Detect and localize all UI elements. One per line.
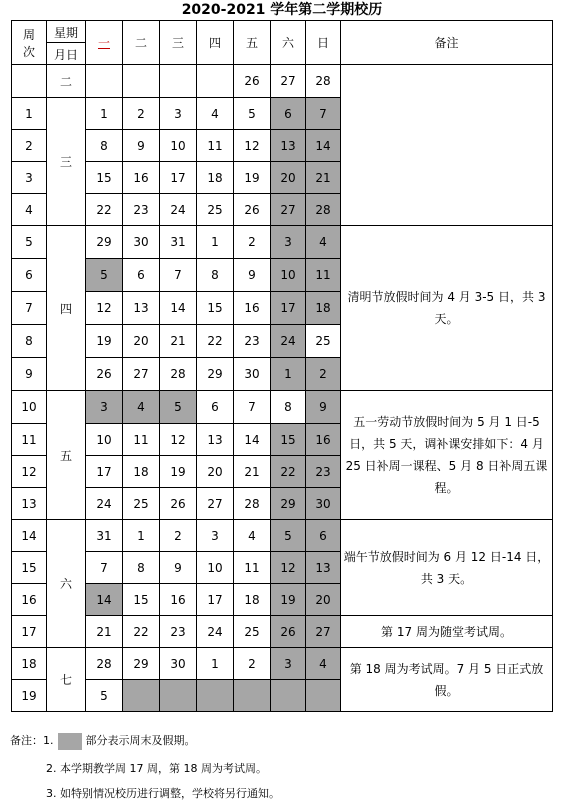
day-cell: 15 <box>197 292 234 325</box>
holiday-legend-swatch <box>58 733 82 750</box>
day-cell: 19 <box>271 584 306 616</box>
day-cell: 6 <box>197 391 234 424</box>
day-cell: 14 <box>306 130 341 162</box>
day-cell: 26 <box>234 194 271 226</box>
day-cell: 14 <box>234 424 271 456</box>
day-cell: 10 <box>86 424 123 456</box>
week-row <box>12 520 553 552</box>
day-cell: 27 <box>197 488 234 520</box>
day-cell: 16 <box>160 584 197 616</box>
week-number-header: 周 次 <box>12 21 47 65</box>
week-number: 1 <box>12 98 47 130</box>
day-cell: 2 <box>306 358 341 391</box>
school-calendar-table <box>11 20 553 712</box>
month-note: 端午节放假时间为 6 月 12 日-14 日，共 3 天。 <box>341 520 553 616</box>
footer-note-1: 备注：1. 部分表示周末及假期。 <box>10 732 196 750</box>
day-cell: 7 <box>86 552 123 584</box>
day-cell: 17 <box>197 584 234 616</box>
day-cell: 25 <box>306 325 341 358</box>
day-cell: 17 <box>271 292 306 325</box>
day-header-sat: 六 <box>271 21 306 65</box>
day-cell: 16 <box>234 292 271 325</box>
day-cell: 27 <box>271 65 306 98</box>
week-number: 14 <box>12 520 47 552</box>
day-cell: 23 <box>306 456 341 488</box>
day-cell <box>160 65 197 98</box>
day-cell: 12 <box>160 424 197 456</box>
month-note: 清明节放假时间为 4 月 3-5 日，共 3 天。 <box>341 226 553 391</box>
day-cell <box>197 65 234 98</box>
day-cell: 13 <box>271 130 306 162</box>
day-cell <box>197 680 234 712</box>
week-number: 19 <box>12 680 47 712</box>
day-cell: 9 <box>234 259 271 292</box>
day-cell: 4 <box>234 520 271 552</box>
week-row <box>12 226 553 259</box>
day-cell: 12 <box>234 130 271 162</box>
day-cell <box>271 680 306 712</box>
day-cell: 1 <box>197 648 234 680</box>
day-cell: 3 <box>197 520 234 552</box>
day-cell: 13 <box>197 424 234 456</box>
day-cell: 10 <box>160 130 197 162</box>
week-number: 7 <box>12 292 47 325</box>
day-cell: 30 <box>234 358 271 391</box>
month-label: 六 <box>47 520 86 648</box>
week-number: 11 <box>12 424 47 456</box>
day-cell: 21 <box>234 456 271 488</box>
day-cell: 9 <box>123 130 160 162</box>
day-cell: 18 <box>306 292 341 325</box>
week-number: 18 <box>12 648 47 680</box>
day-cell: 7 <box>234 391 271 424</box>
day-cell: 23 <box>234 325 271 358</box>
day-cell: 6 <box>271 98 306 130</box>
day-cell: 17 <box>86 456 123 488</box>
day-header-thu: 四 <box>197 21 234 65</box>
day-cell: 5 <box>234 98 271 130</box>
day-cell: 24 <box>160 194 197 226</box>
week-number: 10 <box>12 391 47 424</box>
day-cell: 16 <box>123 162 160 194</box>
day-cell <box>86 65 123 98</box>
day-cell: 24 <box>271 325 306 358</box>
day-cell: 4 <box>197 98 234 130</box>
day-cell: 19 <box>234 162 271 194</box>
day-header-tue: 二 <box>123 21 160 65</box>
day-cell: 30 <box>306 488 341 520</box>
week-number: 13 <box>12 488 47 520</box>
day-cell: 28 <box>160 358 197 391</box>
day-cell: 3 <box>271 648 306 680</box>
week-row <box>12 648 553 680</box>
day-cell: 4 <box>306 226 341 259</box>
day-cell: 1 <box>123 520 160 552</box>
week-row <box>12 65 553 98</box>
day-cell: 28 <box>306 65 341 98</box>
day-cell: 13 <box>123 292 160 325</box>
day-cell: 20 <box>271 162 306 194</box>
day-cell: 4 <box>306 648 341 680</box>
week-number: 5 <box>12 226 47 259</box>
day-cell: 3 <box>160 98 197 130</box>
day-cell: 20 <box>306 584 341 616</box>
day-cell: 30 <box>160 648 197 680</box>
day-cell: 11 <box>197 130 234 162</box>
day-cell: 9 <box>306 391 341 424</box>
day-cell: 25 <box>234 616 271 648</box>
day-cell: 5 <box>160 391 197 424</box>
day-cell: 20 <box>123 325 160 358</box>
day-cell <box>306 680 341 712</box>
day-cell: 16 <box>306 424 341 456</box>
day-cell: 28 <box>306 194 341 226</box>
day-cell: 2 <box>160 520 197 552</box>
day-cell: 15 <box>86 162 123 194</box>
day-cell: 24 <box>86 488 123 520</box>
month-note <box>341 65 553 226</box>
day-cell: 19 <box>160 456 197 488</box>
month-label: 四 <box>47 226 86 391</box>
day-cell: 21 <box>160 325 197 358</box>
month-label: 七 <box>47 648 86 712</box>
day-cell: 20 <box>197 456 234 488</box>
week-number: 2 <box>12 130 47 162</box>
week-number: 16 <box>12 584 47 616</box>
day-cell: 5 <box>86 680 123 712</box>
month-label: 五 <box>47 391 86 520</box>
month-label: 二 <box>47 65 86 98</box>
day-cell: 19 <box>86 325 123 358</box>
day-cell: 5 <box>271 520 306 552</box>
day-cell: 4 <box>123 391 160 424</box>
day-cell: 15 <box>271 424 306 456</box>
day-cell: 29 <box>86 226 123 259</box>
day-cell: 8 <box>86 130 123 162</box>
day-cell: 8 <box>123 552 160 584</box>
week-number: 8 <box>12 325 47 358</box>
month-note: 五一劳动节放假时间为 5 月 1 日-5 日，共 5 天，调补课安排如下：4 月 25 日补周一课程、5 月 8 日补周五课程。 <box>341 391 553 520</box>
day-cell: 2 <box>123 98 160 130</box>
day-cell: 3 <box>271 226 306 259</box>
day-cell: 30 <box>123 226 160 259</box>
month-note: 第 17 周为随堂考试周。 <box>341 616 553 648</box>
week-number: 12 <box>12 456 47 488</box>
week-number: 3 <box>12 162 47 194</box>
day-header-sun: 日 <box>306 21 341 65</box>
week-number: 6 <box>12 259 47 292</box>
footer-note-3: 3. 如特别情况校历进行调整，学校将另行通知。 <box>46 787 280 800</box>
day-cell: 27 <box>271 194 306 226</box>
day-cell: 11 <box>306 259 341 292</box>
day-cell: 1 <box>197 226 234 259</box>
notes-header: 备注 <box>341 21 553 65</box>
day-cell: 10 <box>197 552 234 584</box>
day-cell: 31 <box>160 226 197 259</box>
day-cell: 26 <box>271 616 306 648</box>
footer-note-2: 2. 本学期教学周 17 周，第 18 周为考试周。 <box>46 762 267 775</box>
day-cell: 22 <box>197 325 234 358</box>
day-cell: 17 <box>160 162 197 194</box>
day-header-fri: 五 <box>234 21 271 65</box>
day-cell: 2 <box>234 648 271 680</box>
week-number: 17 <box>12 616 47 648</box>
day-cell: 6 <box>306 520 341 552</box>
month-label: 三 <box>47 98 86 226</box>
day-cell: 13 <box>306 552 341 584</box>
day-cell: 11 <box>234 552 271 584</box>
day-cell: 26 <box>234 65 271 98</box>
day-cell: 24 <box>197 616 234 648</box>
week-row <box>12 391 553 424</box>
day-cell: 28 <box>86 648 123 680</box>
header-row <box>12 21 553 65</box>
day-cell: 18 <box>197 162 234 194</box>
day-cell <box>123 65 160 98</box>
day-header-wed: 三 <box>160 21 197 65</box>
day-cell: 29 <box>271 488 306 520</box>
day-cell: 25 <box>197 194 234 226</box>
day-cell: 9 <box>160 552 197 584</box>
month-note: 第 18 周为考试周。7 月 5 日正式放假。 <box>341 648 553 712</box>
day-cell: 12 <box>271 552 306 584</box>
page-title: 2020-2021 学年第二学期校历 <box>181 2 383 18</box>
week-number <box>12 65 47 98</box>
day-cell <box>123 680 160 712</box>
day-cell: 3 <box>86 391 123 424</box>
day-cell: 18 <box>123 456 160 488</box>
week-number: 9 <box>12 358 47 391</box>
day-cell: 23 <box>160 616 197 648</box>
day-cell: 14 <box>160 292 197 325</box>
day-cell: 22 <box>271 456 306 488</box>
day-cell: 8 <box>197 259 234 292</box>
weekday-month-header: 星期 月日 <box>47 21 86 65</box>
day-cell: 23 <box>123 194 160 226</box>
day-cell: 21 <box>306 162 341 194</box>
week-number: 15 <box>12 552 47 584</box>
day-cell: 28 <box>234 488 271 520</box>
day-cell: 26 <box>160 488 197 520</box>
day-cell: 8 <box>271 391 306 424</box>
day-cell: 12 <box>86 292 123 325</box>
day-cell: 7 <box>306 98 341 130</box>
day-cell: 25 <box>123 488 160 520</box>
day-cell: 29 <box>197 358 234 391</box>
day-cell: 14 <box>86 584 123 616</box>
day-cell: 21 <box>86 616 123 648</box>
day-cell: 1 <box>86 98 123 130</box>
day-cell: 11 <box>123 424 160 456</box>
day-cell: 15 <box>123 584 160 616</box>
day-cell: 29 <box>123 648 160 680</box>
day-cell: 31 <box>86 520 123 552</box>
week-row <box>12 616 553 648</box>
day-cell: 27 <box>306 616 341 648</box>
day-cell: 1 <box>271 358 306 391</box>
day-cell: 22 <box>86 194 123 226</box>
day-cell: 26 <box>86 358 123 391</box>
week-number: 4 <box>12 194 47 226</box>
day-cell: 18 <box>234 584 271 616</box>
day-cell: 22 <box>123 616 160 648</box>
day-cell: 5 <box>86 259 123 292</box>
day-cell: 7 <box>160 259 197 292</box>
day-cell: 27 <box>123 358 160 391</box>
day-header-mon: 一 <box>86 21 123 65</box>
day-cell: 10 <box>271 259 306 292</box>
day-cell <box>160 680 197 712</box>
day-cell: 6 <box>123 259 160 292</box>
day-cell: 2 <box>234 226 271 259</box>
day-cell <box>234 680 271 712</box>
